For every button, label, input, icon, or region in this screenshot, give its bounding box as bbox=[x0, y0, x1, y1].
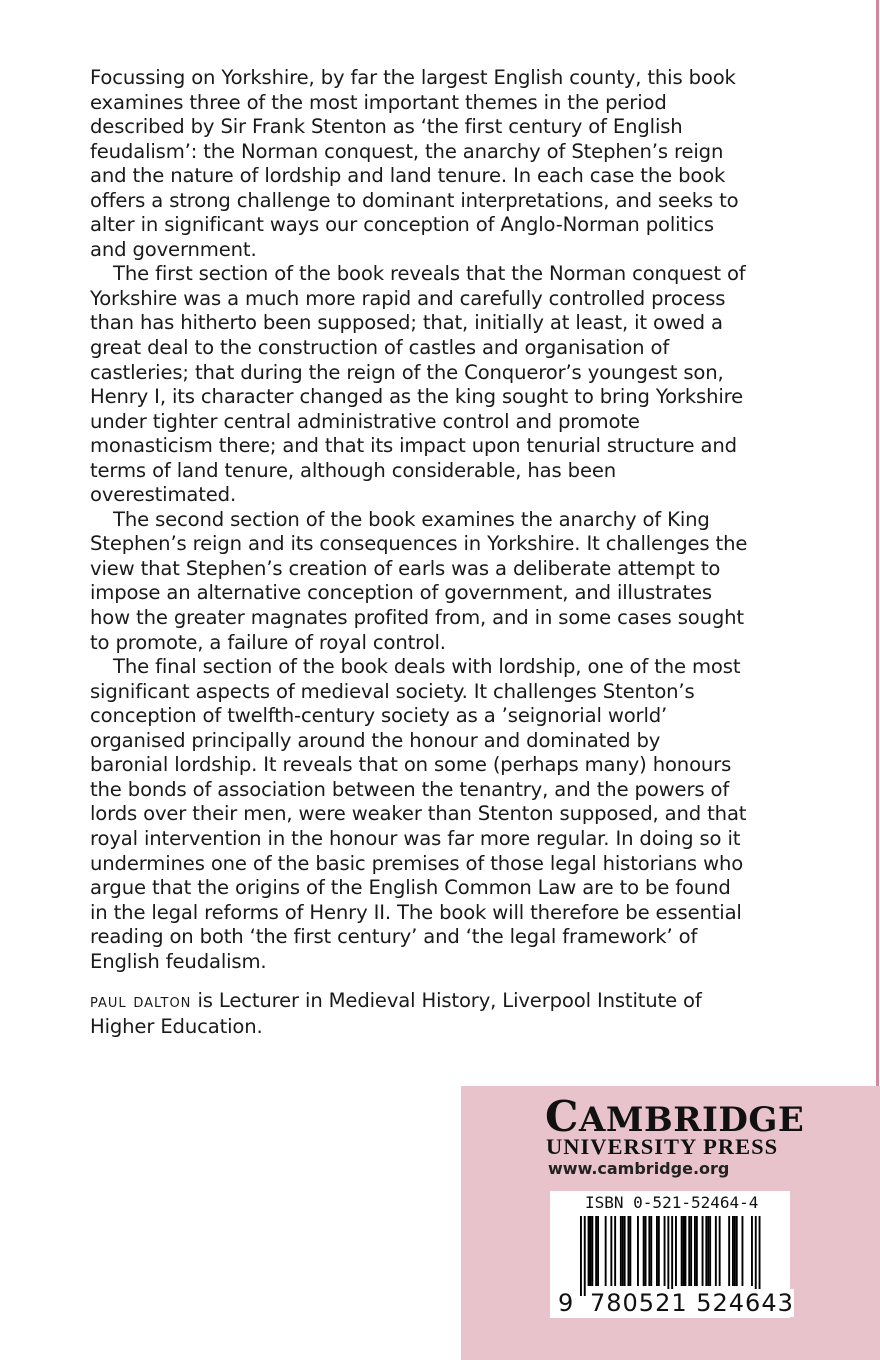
barcode-bar bbox=[705, 1216, 707, 1286]
text-line: and the nature of lordship and land tenure. In each case the book bbox=[90, 164, 726, 188]
text-line: conception of twelfth-century society as a ’seignorial world’ bbox=[90, 704, 668, 728]
barcode-bar bbox=[580, 1216, 582, 1296]
text-line: feudalism’: the Norman conquest, the anarchy of Stephen’s reign bbox=[90, 139, 724, 163]
barcode-bar bbox=[591, 1216, 593, 1286]
text-line: baronial lordship. It reveals that on some (perhaps many) honours bbox=[90, 753, 732, 777]
barcode-bar bbox=[656, 1216, 658, 1286]
barcode-bar bbox=[610, 1216, 612, 1286]
text-line: reading on both ‘the first century’ and ‘the legal framework’ of bbox=[90, 925, 698, 949]
barcode-bar bbox=[709, 1216, 711, 1286]
text-line: Yorkshire was a much more rapid and carefully controlled process bbox=[90, 286, 726, 310]
barcode-bar bbox=[624, 1216, 626, 1286]
barcode-bar bbox=[707, 1216, 709, 1286]
barcode-bar bbox=[683, 1216, 685, 1286]
text-line: Henry I, its character changed as the king sought to bring Yorkshire bbox=[90, 385, 744, 409]
barcode-bar bbox=[755, 1216, 757, 1296]
barcode-bar bbox=[648, 1216, 650, 1286]
barcode-bar bbox=[751, 1216, 753, 1286]
text-line: to promote, a failure of royal control. bbox=[90, 630, 446, 654]
barcode-bar bbox=[736, 1216, 738, 1286]
barcode-bar bbox=[685, 1216, 687, 1286]
barcode-bar bbox=[658, 1216, 660, 1286]
barcode-bar bbox=[605, 1216, 607, 1286]
text-line: English feudalism. bbox=[90, 949, 267, 973]
author-role: is Lecturer in Medieval History, Liverpool Institute of bbox=[191, 989, 702, 1013]
text-line: royal intervention in the honour was far more regular. In doing so it bbox=[90, 826, 741, 850]
publisher-subtitle: UNIVERSITY PRESS bbox=[546, 1134, 779, 1159]
author-line bbox=[90, 989, 810, 1015]
barcode-bar bbox=[702, 1216, 704, 1286]
text-line: Stephen’s reign and its consequences in Yorkshire. It challenges the bbox=[90, 532, 748, 556]
isbn-text: ISBN 0-521-52464-4 bbox=[585, 1193, 759, 1212]
barcode-bar bbox=[759, 1216, 761, 1296]
barcode-bar bbox=[694, 1216, 696, 1286]
barcode-bar bbox=[584, 1216, 586, 1296]
barcode-bar bbox=[742, 1216, 744, 1286]
text-line: than has hitherto been supposed; that, initially at least, it owed a bbox=[90, 311, 723, 335]
barcode-label bbox=[550, 1191, 794, 1318]
blurb-paragraph bbox=[90, 508, 810, 655]
blurb-paragraph bbox=[90, 66, 810, 262]
barcode-bar bbox=[628, 1216, 630, 1286]
author-name: paul dalton bbox=[90, 991, 192, 1013]
text-line: overestimated. bbox=[90, 483, 237, 507]
logo-initial: C bbox=[545, 1092, 579, 1141]
text-line: terms of land tenure, although considerable, has been bbox=[90, 458, 617, 482]
barcode-bar bbox=[588, 1216, 590, 1286]
blurb-paragraph bbox=[90, 262, 810, 507]
text-line: view that Stephen’s creation of earls was a deliberate attempt to bbox=[90, 556, 721, 580]
barcode-bar bbox=[728, 1216, 730, 1286]
logo-name: AMBRIDGE bbox=[578, 1100, 805, 1140]
publisher-url: www.cambridge.org bbox=[548, 1159, 730, 1178]
text-line: lords over their men, were weaker than Stenton supposed, and that bbox=[90, 802, 747, 826]
barcode-bar bbox=[620, 1216, 622, 1286]
text-line: in the legal reforms of Henry II. The book will therefore be essential bbox=[90, 900, 742, 924]
text-line: monasticism there; and that its impact upon tenurial structure and bbox=[90, 434, 737, 458]
barcode-bar bbox=[675, 1216, 677, 1286]
barcode-bar bbox=[595, 1216, 597, 1286]
text-line: castleries; that during the reign of the Conqueror’s youngest son, bbox=[90, 360, 724, 384]
barcode-bar bbox=[671, 1216, 673, 1296]
barcode-bar bbox=[719, 1216, 721, 1286]
barcode-bar bbox=[681, 1216, 683, 1286]
blurb-paragraph bbox=[90, 655, 810, 974]
author-bio bbox=[90, 989, 810, 1039]
text-line: The first section of the book reveals that the Norman conquest of bbox=[113, 262, 746, 286]
text-line: Focussing on Yorkshire, by far the largest English county, this book bbox=[90, 66, 736, 89]
barcode-bar bbox=[667, 1216, 669, 1296]
barcode-bar bbox=[643, 1216, 645, 1286]
barcode-bar bbox=[664, 1216, 666, 1286]
text-line: and government. bbox=[90, 237, 257, 261]
publisher-panel bbox=[461, 1086, 880, 1360]
text-line: how the greater magnates profited from, and in some cases sought bbox=[90, 606, 744, 630]
barcode-bar bbox=[650, 1216, 652, 1286]
text-line: examines three of the most important themes in the period bbox=[90, 90, 667, 114]
barcode-bar bbox=[597, 1216, 599, 1286]
cover-blurb bbox=[90, 66, 810, 1039]
barcode-bar bbox=[688, 1216, 690, 1286]
text-line: under tighter central administrative control and promote bbox=[90, 409, 640, 433]
barcode-bar bbox=[637, 1216, 639, 1286]
text-line: alter in significant ways our conception of Anglo-Norman politics bbox=[90, 213, 714, 237]
barcode-icon bbox=[580, 1216, 770, 1298]
text-line: described by Sir Frank Stenton as ‘the first century of English bbox=[90, 115, 683, 139]
ean-first-digit: 9 bbox=[558, 1289, 574, 1317]
barcode-bar bbox=[696, 1216, 698, 1286]
barcode-bar bbox=[590, 1216, 592, 1286]
barcode-bar bbox=[622, 1216, 624, 1286]
barcode-bar bbox=[734, 1216, 736, 1286]
text-line: The second section of the book examines the anarchy of King bbox=[113, 507, 710, 531]
text-line: great deal to the construction of castles and organisation of bbox=[90, 336, 670, 360]
ean-digits bbox=[558, 1289, 794, 1317]
text-line: significant aspects of medieval society. It challenges Stenton’s bbox=[90, 679, 695, 703]
ean-rest-digits: 780521 524643 bbox=[590, 1289, 794, 1317]
barcode-bar bbox=[614, 1216, 616, 1286]
text-line: undermines one of the basic premises of those legal historians who bbox=[90, 851, 744, 875]
text-line: offers a strong challenge to dominant interpretations, and seeks to bbox=[90, 188, 739, 212]
text-line: the bonds of association between the tenantry, and the powers of bbox=[90, 777, 730, 801]
text-line: argue that the origins of the English Common Law are to be found bbox=[90, 876, 731, 900]
text-line: impose an alternative conception of government, and illustrates bbox=[90, 581, 712, 605]
barcode-bar bbox=[690, 1216, 692, 1286]
barcode-bar bbox=[715, 1216, 717, 1286]
text-line: organised principally around the honour and dominated by bbox=[90, 728, 661, 752]
barcode-bar bbox=[629, 1216, 631, 1286]
barcode-bar bbox=[645, 1216, 647, 1286]
barcode-bar bbox=[732, 1216, 734, 1286]
author-line: Higher Education. bbox=[90, 1014, 263, 1038]
text-line: The final section of the book deals with lordship, one of the most bbox=[113, 655, 741, 679]
